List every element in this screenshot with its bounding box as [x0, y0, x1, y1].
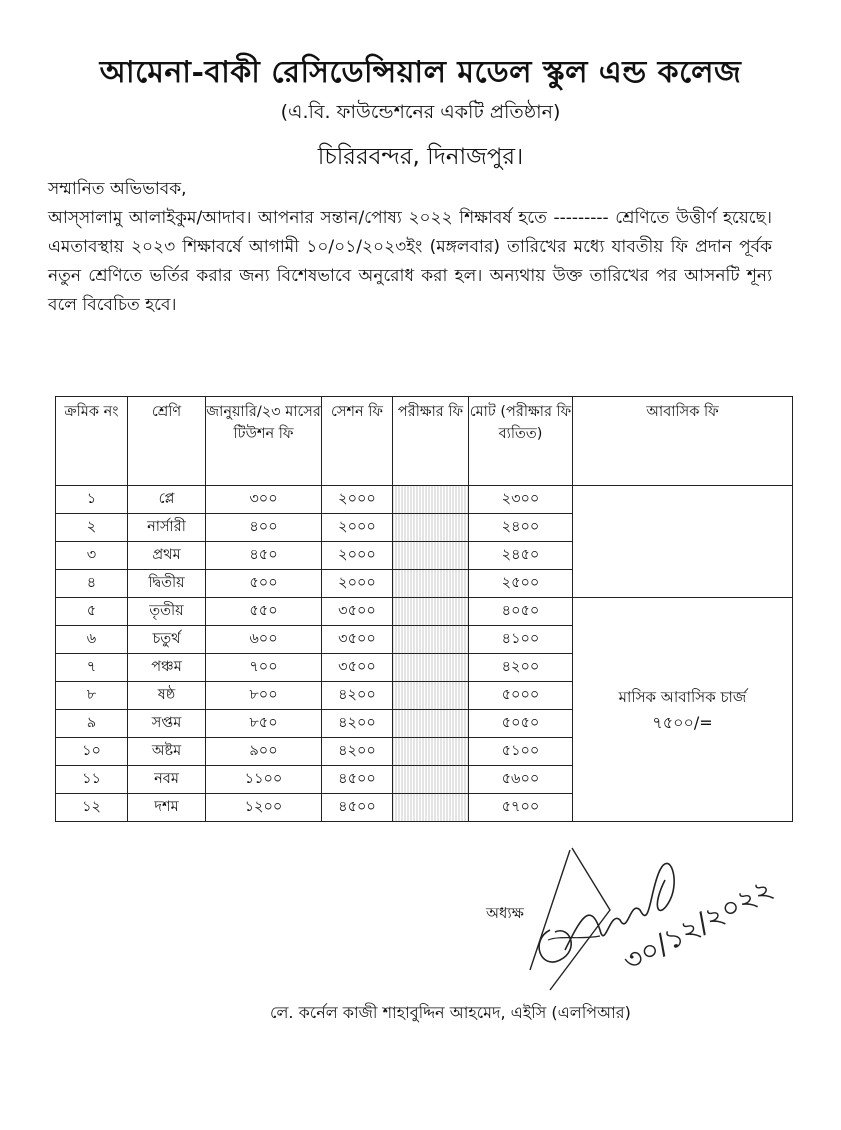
residential-charge-label: মাসিক আবাসিক চার্জ — [618, 687, 747, 706]
cell-total: ৫৭০০ — [469, 794, 573, 822]
cell-session: ৩৫০০ — [322, 654, 393, 682]
cell-exam — [393, 486, 469, 514]
cell-session: ৪২০০ — [322, 738, 393, 766]
cell-tuition: ৫৫০ — [206, 598, 322, 626]
header-tuition: জানুয়ারি/২৩ মাসের টিউশন ফি — [206, 397, 322, 486]
cell-serial: ১ — [56, 486, 128, 514]
cell-total: ২৩০০ — [469, 486, 573, 514]
cell-tuition: ৭০০ — [206, 654, 322, 682]
cell-class: প্রথম — [128, 542, 206, 570]
signer-name: লে. কর্নেল কাজী শাহাবুদ্দিন আহমেদ, এইসি (এলপিআর) — [270, 1003, 631, 1022]
cell-tuition: ৪৫০ — [206, 542, 322, 570]
header-session: সেশন ফি — [322, 397, 393, 486]
cell-session: ৪২০০ — [322, 710, 393, 738]
handwritten-date: ৩০/১২/২০২২ — [617, 871, 779, 979]
cell-session: ২০০০ — [322, 514, 393, 542]
cell-total: ৪২০০ — [469, 654, 573, 682]
cell-session: ৩৫০০ — [322, 626, 393, 654]
cell-session: ২০০০ — [322, 570, 393, 598]
cell-class: চতুর্থ — [128, 626, 206, 654]
cell-exam — [393, 514, 469, 542]
cell-exam — [393, 682, 469, 710]
cell-tuition: ১১০০ — [206, 766, 322, 794]
fee-table — [55, 396, 793, 822]
cell-residential-charge — [573, 598, 793, 822]
cell-class: ষষ্ঠ — [128, 682, 206, 710]
cell-class: অষ্টম — [128, 738, 206, 766]
cell-exam — [393, 570, 469, 598]
cell-exam — [393, 794, 469, 822]
cell-total: ২৫০০ — [469, 570, 573, 598]
header-total: মোট (পরীক্ষার ফি ব্যতিত) — [469, 397, 573, 486]
cell-serial: ৫ — [56, 598, 128, 626]
cell-total: ৫১০০ — [469, 738, 573, 766]
fee-table-header — [56, 397, 793, 486]
cell-exam — [393, 598, 469, 626]
cell-class: নবম — [128, 766, 206, 794]
cell-total: ২৪০০ — [469, 514, 573, 542]
cell-tuition: ৫০০ — [206, 570, 322, 598]
cell-tuition: ৮৫০ — [206, 710, 322, 738]
cell-tuition: ৮০০ — [206, 682, 322, 710]
cell-exam — [393, 766, 469, 794]
cell-total: ৪০৫০ — [469, 598, 573, 626]
header-exam: পরীক্ষার ফি — [393, 397, 469, 486]
cell-session: ৪৫০০ — [322, 766, 393, 794]
cell-session: ২০০০ — [322, 486, 393, 514]
cell-serial: ১১ — [56, 766, 128, 794]
letter-body: আস্সালামু আলাইকুম/আদাব। আপনার সন্তান/পোষ্য ২০২২ শিক্ষাবর্ষ হতে --------- শ্রেণিতে উত্তীর্ণ হয়েছে। এমতাবস্থায় ২০২৩ শিক্ষাবর্ষে আগামী ১০/০১/২০২৩ইং (মঙ্গলবার) তারিখের মধ্যে যাবতীয় ফি প্রদান পূর্বক নতুন শ্রেণিতে ভর্তির করার জন্য বিশেষভাবে অনুরোধ করা হল। অন্যথায় উক্ত তারিখের পর আসনটি শূন্য বলে বিবেচিত হবে। — [48, 208, 772, 315]
cell-session: ৪২০০ — [322, 682, 393, 710]
cell-serial: ৮ — [56, 682, 128, 710]
header-class: শ্রেণি — [128, 397, 206, 486]
cell-serial: ১০ — [56, 738, 128, 766]
header-residential: আবাসিক ফি — [573, 397, 793, 486]
cell-class: দ্বিতীয় — [128, 570, 206, 598]
cell-tuition: ১২০০ — [206, 794, 322, 822]
cell-total: ৪১০০ — [469, 626, 573, 654]
header-serial: ক্রমিক নং — [56, 397, 128, 486]
cell-class: পঞ্চম — [128, 654, 206, 682]
cell-exam — [393, 738, 469, 766]
letter-salutation: সম্মানিত অভিভাবক, — [48, 179, 187, 199]
school-title: আমেনা-বাকী রেসিডেন্সিয়াল মডেল স্কুল এন্ড কলেজ — [99, 55, 742, 90]
cell-session: ২০০০ — [322, 542, 393, 570]
table-row — [56, 486, 793, 514]
cell-total: ৫৬০০ — [469, 766, 573, 794]
cell-serial: ৪ — [56, 570, 128, 598]
cell-residential-empty — [573, 486, 793, 598]
cell-serial: ১২ — [56, 794, 128, 822]
cell-tuition: ৬০০ — [206, 626, 322, 654]
cell-class: সপ্তম — [128, 710, 206, 738]
cell-exam — [393, 710, 469, 738]
cell-tuition: ৪০০ — [206, 514, 322, 542]
cell-class: নার্সারী — [128, 514, 206, 542]
cell-tuition: ৯০০ — [206, 738, 322, 766]
cell-class: তৃতীয় — [128, 598, 206, 626]
cell-serial: ৬ — [56, 626, 128, 654]
cell-class: দশম — [128, 794, 206, 822]
cell-class: প্লে — [128, 486, 206, 514]
handwritten-signature — [510, 840, 810, 1000]
cell-serial: ৭ — [56, 654, 128, 682]
cell-session: ৩৫০০ — [322, 598, 393, 626]
cell-exam — [393, 542, 469, 570]
cell-total: ৫০০০ — [469, 682, 573, 710]
cell-serial: ৯ — [56, 710, 128, 738]
school-subtitle: (এ.বি. ফাউন্ডেশনের একটি প্রতিষ্ঠান) — [280, 101, 561, 123]
school-location: চিরিরবন্দর, দিনাজপুর। — [317, 144, 524, 170]
cell-serial: ২ — [56, 514, 128, 542]
cell-session: ৪৫০০ — [322, 794, 393, 822]
residential-charge-amount: ৭৫০০/= — [652, 712, 713, 732]
cell-total: ৫০৫০ — [469, 710, 573, 738]
cell-exam — [393, 626, 469, 654]
principal-label: অধ্যক্ষ — [486, 904, 524, 922]
table-row — [56, 598, 793, 626]
cell-tuition: ৩০০ — [206, 486, 322, 514]
cell-exam — [393, 654, 469, 682]
cell-serial: ৩ — [56, 542, 128, 570]
cell-total: ২৪৫০ — [469, 542, 573, 570]
